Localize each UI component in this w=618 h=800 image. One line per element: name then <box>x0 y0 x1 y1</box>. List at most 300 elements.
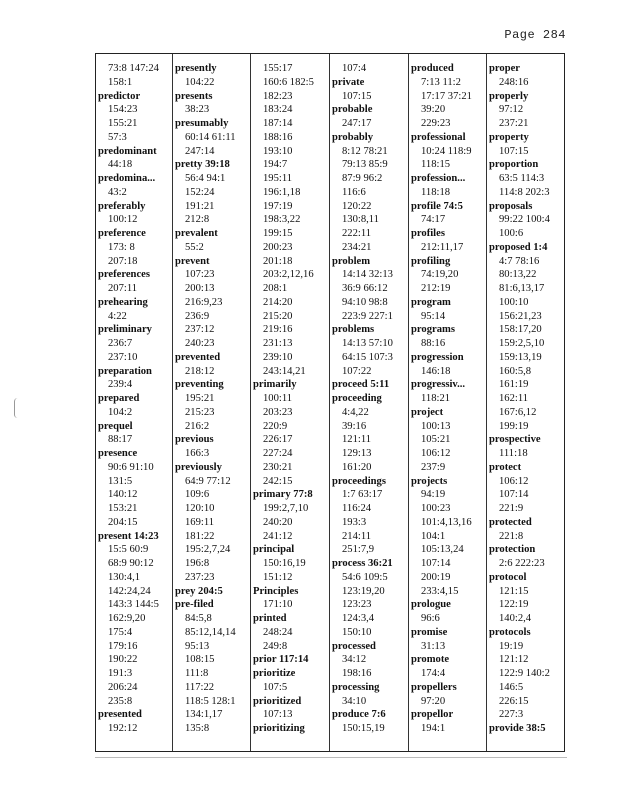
index-reference: 241:12 <box>263 530 293 542</box>
index-term: profiles <box>411 228 445 239</box>
index-term: preliminary <box>98 324 152 336</box>
index-reference: 100:6 <box>499 228 524 239</box>
index-reference: 200:23 <box>263 241 293 253</box>
index-term: prevented <box>175 351 221 363</box>
index-term: problems <box>332 324 375 336</box>
index-reference: 131:5 <box>108 475 133 487</box>
index-reference: 107:15 <box>342 90 372 102</box>
index-reference: 173: 8 <box>108 241 135 253</box>
index-reference: 155:17 <box>263 63 293 74</box>
index-reference: 159:2,5,10 <box>499 338 545 349</box>
index-term: progression <box>411 351 464 363</box>
index-reference: 239:4 <box>108 379 133 391</box>
index-reference: 187:14 <box>263 118 293 129</box>
index-reference: 43:2 <box>108 186 127 198</box>
index-reference: 190:22 <box>108 654 138 666</box>
index-reference: 95:14 <box>421 310 446 322</box>
index-reference: 104:1 <box>421 530 446 542</box>
index-reference: 15:5 60:9 <box>108 544 149 556</box>
index-term: proportion <box>489 159 539 171</box>
index-term: probable <box>332 104 373 116</box>
index-reference: 150:10 <box>342 626 372 638</box>
index-term: propellor <box>411 709 454 721</box>
index-reference: 44:18 <box>108 159 133 171</box>
index-term: programs <box>411 324 455 336</box>
index-reference: 38:23 <box>185 104 210 116</box>
index-reference: 107:23 <box>185 269 215 281</box>
index-reference: 194:1 <box>421 723 446 734</box>
index-reference: 130:8,11 <box>342 214 379 226</box>
index-term: profession... <box>411 173 466 184</box>
index-term: Principles <box>253 585 299 597</box>
index-reference: 135:8 <box>185 723 210 734</box>
index-reference: 191:21 <box>185 200 215 212</box>
index-reference: 121:15 <box>499 585 529 597</box>
index-term: prey 204:5 <box>175 585 223 597</box>
index-reference: 199:19 <box>499 420 529 432</box>
index-reference: 122:9 140:2 <box>499 668 550 679</box>
index-term: proceeding <box>332 393 382 404</box>
index-reference: 237:23 <box>185 571 215 583</box>
index-reference: 215:23 <box>185 406 215 418</box>
index-term: prepared <box>98 393 140 404</box>
index-column-6 <box>487 54 564 751</box>
index-reference: 237:9 <box>421 461 446 473</box>
index-term: prequel <box>98 420 133 432</box>
index-term: preferences <box>98 269 150 281</box>
index-reference: 116:6 <box>342 186 366 198</box>
index-term: presumably <box>175 118 229 129</box>
index-term: problem <box>332 255 371 267</box>
index-reference: 60:14 61:11 <box>185 131 236 143</box>
index-reference: 156:21,23 <box>499 310 542 322</box>
index-term: prioritize <box>253 668 296 679</box>
index-term: predictor <box>98 90 141 102</box>
index-column-5 <box>409 54 487 751</box>
index-reference: 237:10 <box>108 351 138 363</box>
index-reference: 212:11,17 <box>421 241 464 253</box>
index-reference: 140:12 <box>108 489 138 501</box>
index-reference: 117:22 <box>185 681 215 693</box>
index-term: profiling <box>411 255 451 267</box>
index-reference: 167:6,12 <box>499 406 537 418</box>
index-reference: 95:13 <box>185 640 210 652</box>
index-reference: 97:12 <box>499 104 524 116</box>
index-reference: 160:6 182:5 <box>263 76 314 88</box>
index-reference: 179:16 <box>108 640 138 652</box>
index-reference: 243:14,21 <box>263 365 306 377</box>
index-reference: 233:4,15 <box>421 585 459 597</box>
index-reference: 240:20 <box>263 516 293 528</box>
index-reference: 155:21 <box>108 118 138 129</box>
index-reference: 118:21 <box>421 393 451 404</box>
index-column-1 <box>96 54 173 751</box>
index-reference: 106:12 <box>421 448 451 459</box>
index-reference: 17:17 37:21 <box>421 90 472 102</box>
index-reference: 100:23 <box>421 503 451 514</box>
index-term: prevalent <box>175 228 218 239</box>
index-reference: 161:20 <box>342 461 372 473</box>
index-reference: 195:21 <box>185 393 215 404</box>
index-term: previously <box>175 461 222 473</box>
index-reference: 197:19 <box>263 200 293 212</box>
index-reference: 121:12 <box>499 654 529 666</box>
index-reference: 129:13 <box>342 448 372 459</box>
index-reference: 208:1 <box>263 283 288 294</box>
index-reference: 73:8 147:24 <box>108 63 159 74</box>
index-term: project <box>411 406 444 418</box>
index-reference: 122:19 <box>499 599 529 611</box>
scan-artifact <box>14 398 21 418</box>
index-reference: 130:4,1 <box>108 571 141 583</box>
index-reference: 39:20 <box>421 104 446 116</box>
index-reference: 198:3,22 <box>263 214 301 226</box>
index-reference: 109:6 <box>185 489 210 501</box>
index-reference: 174:4 <box>421 668 446 679</box>
index-reference: 251:7,9 <box>342 544 375 556</box>
index-term: protocol <box>489 571 527 583</box>
index-reference: 107:14 <box>499 489 529 501</box>
index-reference: 175:4 <box>108 626 133 638</box>
index-reference: 226:15 <box>499 695 529 707</box>
index-reference: 57:3 <box>108 131 127 143</box>
index-reference: 218:12 <box>185 365 215 377</box>
index-reference: 140:2,4 <box>499 613 532 624</box>
index-reference: 162:9,20 <box>108 613 146 624</box>
index-reference: 150:15,19 <box>342 723 385 734</box>
index-term: probably <box>332 131 374 143</box>
index-reference: 124:3,4 <box>342 613 375 624</box>
index-reference: 105:13,24 <box>421 544 464 556</box>
index-reference: 34:10 <box>342 695 367 707</box>
index-reference: 237:12 <box>185 324 215 336</box>
index-term: pretty 39:18 <box>175 159 230 171</box>
index-reference: 242:15 <box>263 475 293 487</box>
index-reference: 240:23 <box>185 338 215 349</box>
index-reference: 4:7 78:16 <box>499 255 540 267</box>
index-reference: 221:8 <box>499 530 524 542</box>
index-term: pre-filed <box>175 599 214 611</box>
index-reference: 121:11 <box>342 434 372 446</box>
index-reference: 34:12 <box>342 654 367 666</box>
index-term: proper <box>489 63 520 74</box>
index-term: principal <box>253 544 295 556</box>
index-term: preparation <box>98 365 152 377</box>
index-reference: 237:21 <box>499 118 529 129</box>
index-reference: 153:21 <box>108 503 138 514</box>
index-reference: 8:12 78:21 <box>342 145 388 157</box>
index-reference: 200:13 <box>185 283 215 294</box>
index-reference: 107:15 <box>499 145 529 157</box>
index-reference: 201:18 <box>263 255 293 267</box>
index-reference: 142:24,24 <box>108 585 151 597</box>
index-reference: 216:2 <box>185 420 210 432</box>
index-reference: 74:19,20 <box>421 269 459 281</box>
index-reference: 107:5 <box>263 681 288 693</box>
index-term: processing <box>332 681 380 693</box>
index-reference: 203:2,12,16 <box>263 269 314 281</box>
index-reference: 64:9 77:12 <box>185 475 231 487</box>
index-reference: 196:1,18 <box>263 186 301 198</box>
index-reference: 151:12 <box>263 571 293 583</box>
index-reference: 63:5 114:3 <box>499 173 545 184</box>
index-reference: 207:18 <box>108 255 138 267</box>
index-reference: 101:4,13,16 <box>421 516 472 528</box>
index-reference: 14:14 32:13 <box>342 269 393 281</box>
index-reference: 191:3 <box>108 668 133 679</box>
index-reference: 85:12,14,14 <box>185 626 236 638</box>
index-term: professional <box>411 131 466 143</box>
index-reference: 193:3 <box>342 516 367 528</box>
index-reference: 56:4 94:1 <box>185 173 226 184</box>
index-reference: 192:12 <box>108 723 138 734</box>
index-reference: 97:20 <box>421 695 446 707</box>
index-term: prioritizing <box>253 723 305 734</box>
index-term: prevent <box>175 255 210 267</box>
index-reference: 195:2,7,24 <box>185 544 231 556</box>
index-reference: 146:5 <box>499 681 524 693</box>
index-term: proposed 1:4 <box>489 241 548 253</box>
index-reference: 212:19 <box>421 283 451 294</box>
index-reference: 195:11 <box>263 173 293 184</box>
index-term: prospective <box>489 434 541 446</box>
index-reference: 96:6 <box>421 613 440 624</box>
index-reference: 207:11 <box>108 283 138 294</box>
index-term: presently <box>175 63 217 74</box>
index-reference: 193:10 <box>263 145 293 157</box>
index-reference: 111:8 <box>185 668 209 679</box>
index-reference: 1:7 63:17 <box>342 489 383 501</box>
index-reference: 107:22 <box>342 365 372 377</box>
index-term: presents <box>175 90 213 102</box>
index-reference: 181:22 <box>185 530 215 542</box>
index-term: protection <box>489 544 536 556</box>
index-reference: 111:18 <box>499 448 528 459</box>
index-reference: 249:8 <box>263 640 288 652</box>
index-term: property <box>489 131 529 143</box>
index-reference: 146:18 <box>421 365 451 377</box>
index-reference: 134:1,17 <box>185 709 223 721</box>
index-reference: 198:16 <box>342 668 372 679</box>
index-reference: 248:16 <box>499 76 529 88</box>
index-reference: 182:23 <box>263 90 293 102</box>
index-term: propellers <box>411 681 457 693</box>
index-term: proposals <box>489 200 533 212</box>
index-reference: 199:2,7,10 <box>263 503 309 514</box>
index-reference: 123:19,20 <box>342 585 385 597</box>
index-term: processed <box>332 640 376 652</box>
index-reference: 120:10 <box>185 503 215 514</box>
index-term: properly <box>489 90 529 102</box>
index-reference: 196:8 <box>185 558 210 569</box>
index-term: preference <box>98 228 146 239</box>
index-reference: 14:13 57:10 <box>342 338 393 349</box>
index-reference: 10:24 118:9 <box>421 145 472 157</box>
index-term: projects <box>411 475 448 487</box>
index-reference: 4:22 <box>108 310 127 322</box>
index-reference: 221:9 <box>499 503 524 514</box>
index-reference: 4:4,22 <box>342 406 369 418</box>
index-term: produce 7:6 <box>332 709 386 721</box>
index-reference: 150:16,19 <box>263 558 306 569</box>
index-reference: 94:10 98:8 <box>342 296 388 308</box>
index-reference: 162:11 <box>499 393 529 404</box>
index-reference: 236:7 <box>108 338 133 349</box>
index-reference: 118:5 128:1 <box>185 695 236 707</box>
index-term: prehearing <box>98 296 148 308</box>
index-reference: 114:8 202:3 <box>499 186 550 198</box>
index-reference: 84:5,8 <box>185 613 212 624</box>
index-reference: 239:10 <box>263 351 293 363</box>
index-term: profile 74:5 <box>411 200 463 212</box>
index-reference: 100:13 <box>421 420 451 432</box>
index-column-3 <box>251 54 330 751</box>
index-reference: 99:22 100:4 <box>499 214 550 226</box>
page-number-label: Page 284 <box>504 28 566 42</box>
index-reference: 90:6 91:10 <box>108 461 154 473</box>
index-reference: 236:9 <box>185 310 210 322</box>
index-reference: 220:9 <box>263 420 288 432</box>
index-reference: 183:24 <box>263 104 293 116</box>
index-term: predominant <box>98 145 157 157</box>
index-term: promise <box>411 626 448 638</box>
index-reference: 154:23 <box>108 104 138 116</box>
index-term: private <box>332 76 365 88</box>
index-reference: 143:3 144:5 <box>108 599 159 611</box>
index-reference: 100:10 <box>499 296 529 308</box>
index-reference: 159:13,19 <box>499 351 542 363</box>
index-term: primary 77:8 <box>253 489 313 501</box>
index-reference: 39:16 <box>342 420 367 432</box>
index-reference: 104:22 <box>185 76 215 88</box>
index-reference: 203:23 <box>263 406 293 418</box>
index-term: prior 117:14 <box>253 654 309 666</box>
index-reference: 118:18 <box>421 186 451 198</box>
index-reference: 247:14 <box>185 145 215 157</box>
index-term: program <box>411 296 451 308</box>
index-term: present 14:23 <box>98 530 159 542</box>
index-reference: 166:3 <box>185 448 210 459</box>
index-reference: 223:9 227:1 <box>342 310 393 322</box>
index-reference: 235:8 <box>108 695 133 707</box>
index-reference: 188:16 <box>263 131 293 143</box>
index-reference: 204:15 <box>108 516 138 528</box>
index-reference: 214:11 <box>342 530 372 542</box>
index-reference: 222:11 <box>342 228 372 239</box>
index-reference: 158:1 <box>108 76 133 88</box>
index-term: produced <box>411 63 454 74</box>
index-term: proceedings <box>332 475 386 487</box>
index-reference: 212:8 <box>185 214 210 226</box>
index-reference: 106:12 <box>499 475 529 487</box>
index-column-2 <box>173 54 251 751</box>
index-reference: 171:10 <box>263 599 293 611</box>
index-reference: 87:9 96:2 <box>342 173 383 184</box>
index-reference: 160:5,8 <box>499 365 532 377</box>
index-reference: 227:24 <box>263 448 293 459</box>
index-reference: 226:17 <box>263 434 293 446</box>
index-reference: 194:7 <box>263 159 288 171</box>
index-reference: 247:17 <box>342 118 372 129</box>
index-reference: 55:2 <box>185 241 204 253</box>
index-table <box>95 53 565 752</box>
index-term: protected <box>489 516 532 528</box>
index-term: previous <box>175 434 214 446</box>
index-reference: 116:24 <box>342 503 372 514</box>
index-term: protocols <box>489 626 531 638</box>
index-reference: 120:22 <box>342 200 372 212</box>
index-term: protect <box>489 461 522 473</box>
index-reference: 88:17 <box>108 434 133 446</box>
index-term: preferably <box>98 200 146 212</box>
index-reference: 107:13 <box>263 709 293 721</box>
index-reference: 100:11 <box>263 393 293 404</box>
index-reference: 219:16 <box>263 324 293 336</box>
index-term: presence <box>98 448 138 459</box>
index-reference: 2:6 222:23 <box>499 558 545 569</box>
index-reference: 79:13 85:9 <box>342 159 388 171</box>
index-term: promote <box>411 654 450 666</box>
index-reference: 94:19 <box>421 489 446 501</box>
index-term: presented <box>98 709 142 721</box>
index-reference: 161:19 <box>499 379 529 391</box>
index-reference: 231:13 <box>263 338 293 349</box>
index-term: provide 38:5 <box>489 723 546 734</box>
index-reference: 7:13 11:2 <box>421 76 461 88</box>
index-reference: 123:23 <box>342 599 372 611</box>
index-reference: 234:21 <box>342 241 372 253</box>
index-reference: 229:23 <box>421 118 451 129</box>
index-reference: 199:15 <box>263 228 293 239</box>
index-reference: 215:20 <box>263 310 293 322</box>
index-reference: 107:4 <box>342 63 367 74</box>
index-term: proceed 5:11 <box>332 379 390 391</box>
index-reference: 105:21 <box>421 434 451 446</box>
index-term: prioritized <box>253 695 302 707</box>
index-reference: 152:24 <box>185 186 215 198</box>
index-term: process 36:21 <box>332 558 393 569</box>
index-reference: 54:6 109:5 <box>342 571 388 583</box>
index-reference: 158:17,20 <box>499 324 542 336</box>
index-reference: 214:20 <box>263 296 293 308</box>
index-reference: 200:19 <box>421 571 451 583</box>
index-reference: 227:3 <box>499 709 524 721</box>
index-reference: 68:9 90:12 <box>108 558 154 569</box>
index-reference: 31:13 <box>421 640 446 652</box>
index-term: progressiv... <box>411 379 466 391</box>
index-reference: 107:14 <box>421 558 451 569</box>
index-reference: 248:24 <box>263 626 293 638</box>
index-reference: 88:16 <box>421 338 446 349</box>
index-reference: 19:19 <box>499 640 524 652</box>
index-reference: 118:15 <box>421 159 451 171</box>
index-term: printed <box>253 613 287 624</box>
index-reference: 230:21 <box>263 461 293 473</box>
index-term: preventing <box>175 379 224 391</box>
index-reference: 216:9,23 <box>185 296 223 308</box>
index-reference: 104:2 <box>108 406 133 418</box>
index-reference: 100:12 <box>108 214 138 226</box>
index-column-4 <box>330 54 409 751</box>
index-reference: 80:13,22 <box>499 269 537 281</box>
index-term: prologue <box>411 599 451 611</box>
index-reference: 74:17 <box>421 214 446 226</box>
index-reference: 36:9 66:12 <box>342 283 388 294</box>
index-term: primarily <box>253 379 297 391</box>
index-term: predomina... <box>98 173 156 184</box>
index-reference: 206:24 <box>108 681 138 693</box>
index-reference: 81:6,13,17 <box>499 283 545 294</box>
